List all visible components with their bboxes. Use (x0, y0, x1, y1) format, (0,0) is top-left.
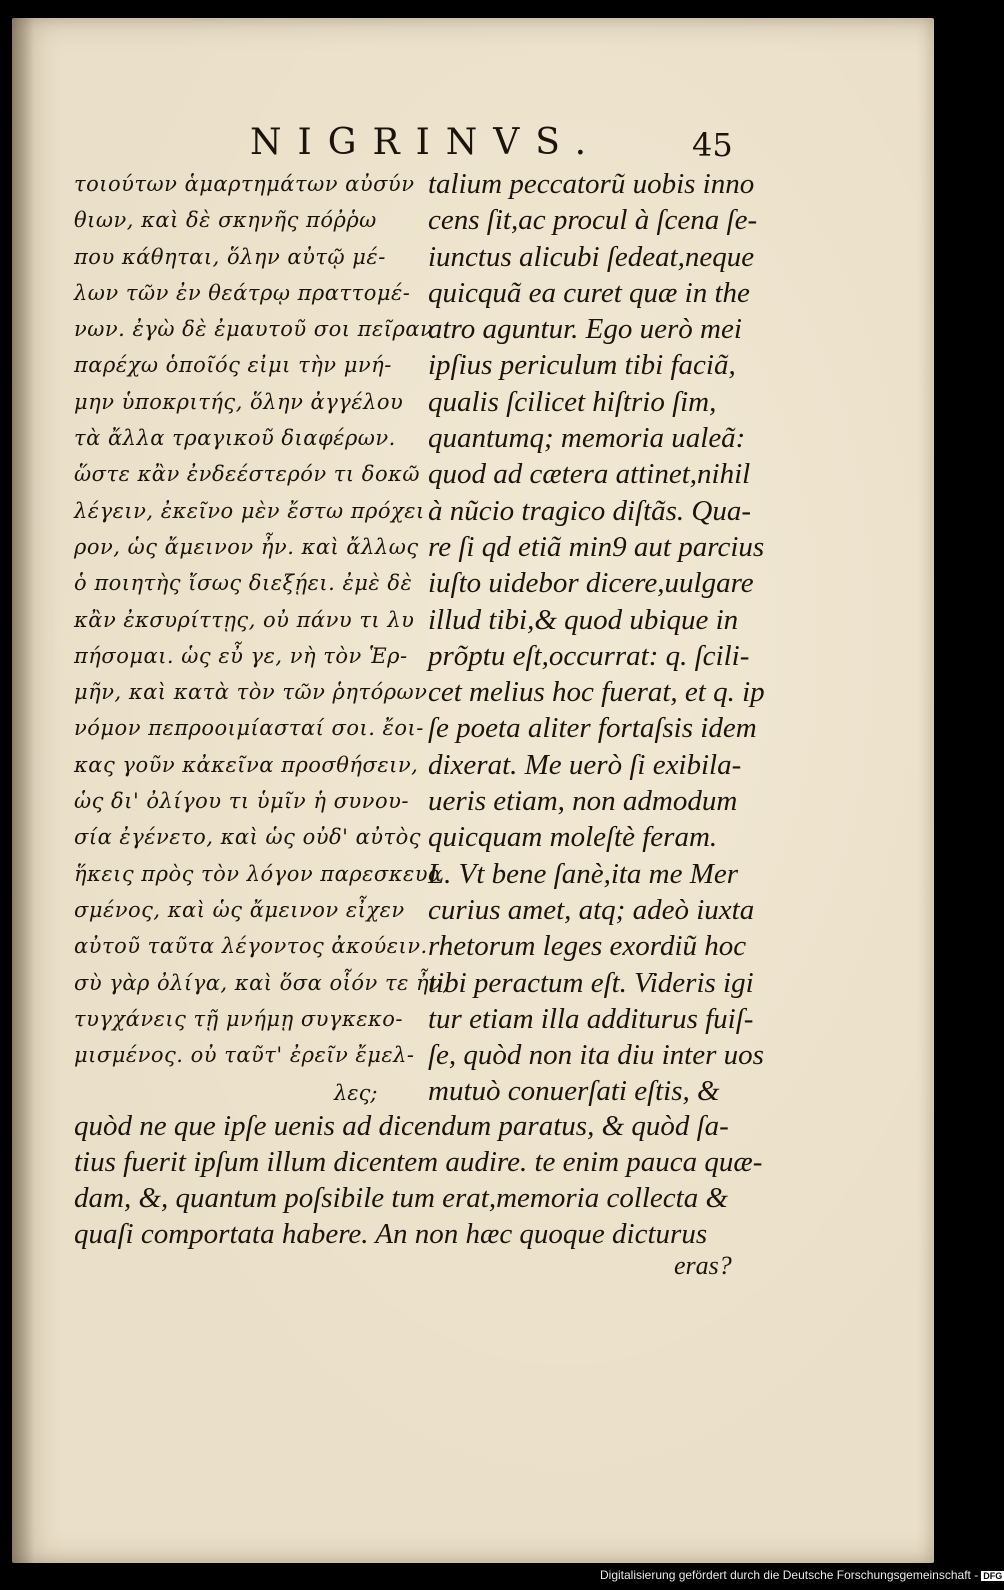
greek-text-line: τυγχάνεις τῇ μνήμῃ συγκεκο- (74, 1006, 404, 1031)
latin-text-line: quod ad cætera attinet,nihil (428, 458, 751, 491)
greek-text-line: λέγειν, ἐκεῖνο μὲν ἔστω πρόχει (74, 498, 425, 523)
greek-text-line: κἂν ἐκσυρίττῃς, οὐ πάνυ τι λυ (74, 607, 415, 632)
greek-text-line: μισμένος. οὐ ταῦτ' ἐρεῖν ἔμελ- (74, 1043, 415, 1068)
latin-text-line: quicquam moleſtè feram. (428, 821, 718, 854)
greek-text-line: ρον, ὡς ἄμεινον ἦν. καὶ ἄλλως (74, 534, 419, 559)
latin-column (428, 166, 765, 1110)
full-width-text-line: quaſi comportata habere. An non hæc quoque dicturus (74, 1218, 708, 1250)
catchword: eras? (674, 1251, 732, 1280)
page-number: 45 (692, 126, 733, 164)
greek-text-line: τὰ ἄλλα τραγικοῦ διαφέρων. (74, 426, 396, 451)
latin-text-line: prõptu eſt,occurrat: q. ſcili- (428, 639, 750, 672)
latin-text-line: qualis ſcilicet hiſtrio ſim, (428, 385, 717, 418)
greek-text-line: νων. ἐγὼ δὲ ἐμαυτοῦ σοι πεῖραν (74, 317, 434, 342)
latin-text-line: quicquã ea curet quæ in the (428, 276, 750, 309)
greek-text-line: θιων, καὶ δὲ σκηνῆς πόῤῥω (74, 208, 377, 233)
latin-text-line: iuſto uidebor dicere,uulgare (428, 567, 754, 600)
full-width-text-line: quòd ne que ipſe uenis ad dicendum paratus, & quòd ſa- (74, 1110, 729, 1142)
page-gutter-shadow (12, 18, 34, 1563)
latin-text-line: atro aguntur. Ego uerò mei (428, 313, 742, 346)
greek-text-line: μην ὑποκριτής, ὅλην ἀγγέλου (74, 389, 404, 414)
greek-text-line: σμένος, καὶ ὡς ἄμεινον εἶχεν (74, 897, 405, 922)
greek-tail-line: λες; (334, 1081, 378, 1105)
latin-text-line: cens ſit,ac procul à ſcena ſe- (428, 204, 758, 237)
scan-border (934, 18, 1000, 1563)
latin-text-line: ſe, quòd non ita diu inter uos (428, 1039, 764, 1072)
latin-text-line: ſe poeta aliter fortaſsis idem (428, 712, 757, 745)
latin-text-line: L. Vt bene ſanè,ita me Mer (428, 857, 739, 890)
latin-text-line: à nũcio tragico diſtãs. Qua- (428, 494, 752, 527)
latin-text-line: tur etiam illa additurus fuiſ- (428, 1002, 754, 1035)
latin-text-line: curius amet, atq; adeò iuxta (428, 893, 755, 926)
full-width-text (74, 1108, 763, 1252)
greek-text-line: ὥστε κἂν ἐνδεέστερόν τι δοκῶ (74, 462, 420, 487)
latin-text-line: cet melius hoc fuerat, et q. ip (428, 676, 765, 709)
greek-text-line: μῆν, καὶ κατὰ τὸν τῶν ῥητόρων (74, 680, 428, 705)
latin-text-line: rhetorum leges exordiũ hoc (428, 930, 747, 963)
greek-text-line: λων τῶν ἐν θεάτρῳ πραττομέ- (74, 280, 411, 305)
digitization-footer (600, 1568, 1004, 1582)
greek-text-line: αὐτοῦ ταῦτα λέγοντος ἀκούειν. (74, 934, 428, 959)
latin-text-line: ipſius periculum tibi faciã, (428, 349, 736, 382)
latin-text-line: re ſi qd etiã min9 aut parcius (428, 530, 765, 563)
latin-text-line: tibi peractum eſt. Videris igi (428, 966, 754, 999)
greek-text-line: νόμον πεπροοιμίασταί σοι. ἔοι- (74, 716, 424, 741)
latin-text-line: dixerat. Me uerò ſi exibila- (428, 748, 742, 781)
dfg-logo: DFG (983, 1570, 1003, 1581)
greek-text-line: πήσομαι. ὡς εὖ γε, νὴ τὸν Ἑρ- (74, 643, 408, 668)
latin-text-line: quantumq; memoria ualeã: (428, 422, 746, 455)
latin-text-line: illud tibi,& quod ubique in (428, 603, 739, 636)
book-page (12, 18, 934, 1563)
greek-text-line: σία ἐγένετο, καὶ ὡς οὐδ' αὐτὸς (74, 825, 422, 850)
latin-text-line: mutuò conuerſati eſtis, & (428, 1075, 720, 1108)
full-width-text-line: tius fuerit ipſum illum dicentem audire. te enim pauca quæ- (74, 1146, 763, 1178)
greek-text-line: κας γοῦν κἀκεῖνα προσθήσειν, (74, 752, 419, 777)
latin-text-line: talium peccatorũ uobis inno (428, 168, 755, 200)
greek-text-line: ὡς δι' ὀλίγου τι ὑμῖν ἡ συνου- (74, 789, 409, 814)
full-width-text-line: dam, &, quantum poſsibile tum erat,memoria collecta & (74, 1182, 729, 1214)
greek-text-line: ὁ ποιητὴς ἴσως διεξῄει. ἐμὲ δὲ (74, 571, 413, 596)
latin-text-line: iunctus alicubi ſedeat,neque (428, 240, 755, 273)
greek-text-line: σὺ γὰρ ὀλίγα, καὶ ὅσα οἷόν τε ἦν, (74, 970, 450, 995)
greek-column (74, 166, 450, 1073)
greek-text-line: παρέχω ὁποῖός εἰμι τὴν μνή- (74, 353, 392, 378)
footer-text: Digitalisierung gefördert durch die Deutsche Forschungsgemeinschaft - (600, 1568, 979, 1582)
running-title: NIGRINVS. (250, 122, 603, 163)
greek-text-line: τοιούτων ἁμαρτημάτων αὐσύν (74, 172, 415, 196)
greek-text-line: που κάθηται, ὅλην αὐτῷ μέ- (74, 244, 386, 269)
latin-text-line: ueris etiam, non admodum (428, 785, 738, 818)
greek-text-line: ἥκεις πρὸς τὸν λόγον παρεσκευα (74, 861, 443, 886)
